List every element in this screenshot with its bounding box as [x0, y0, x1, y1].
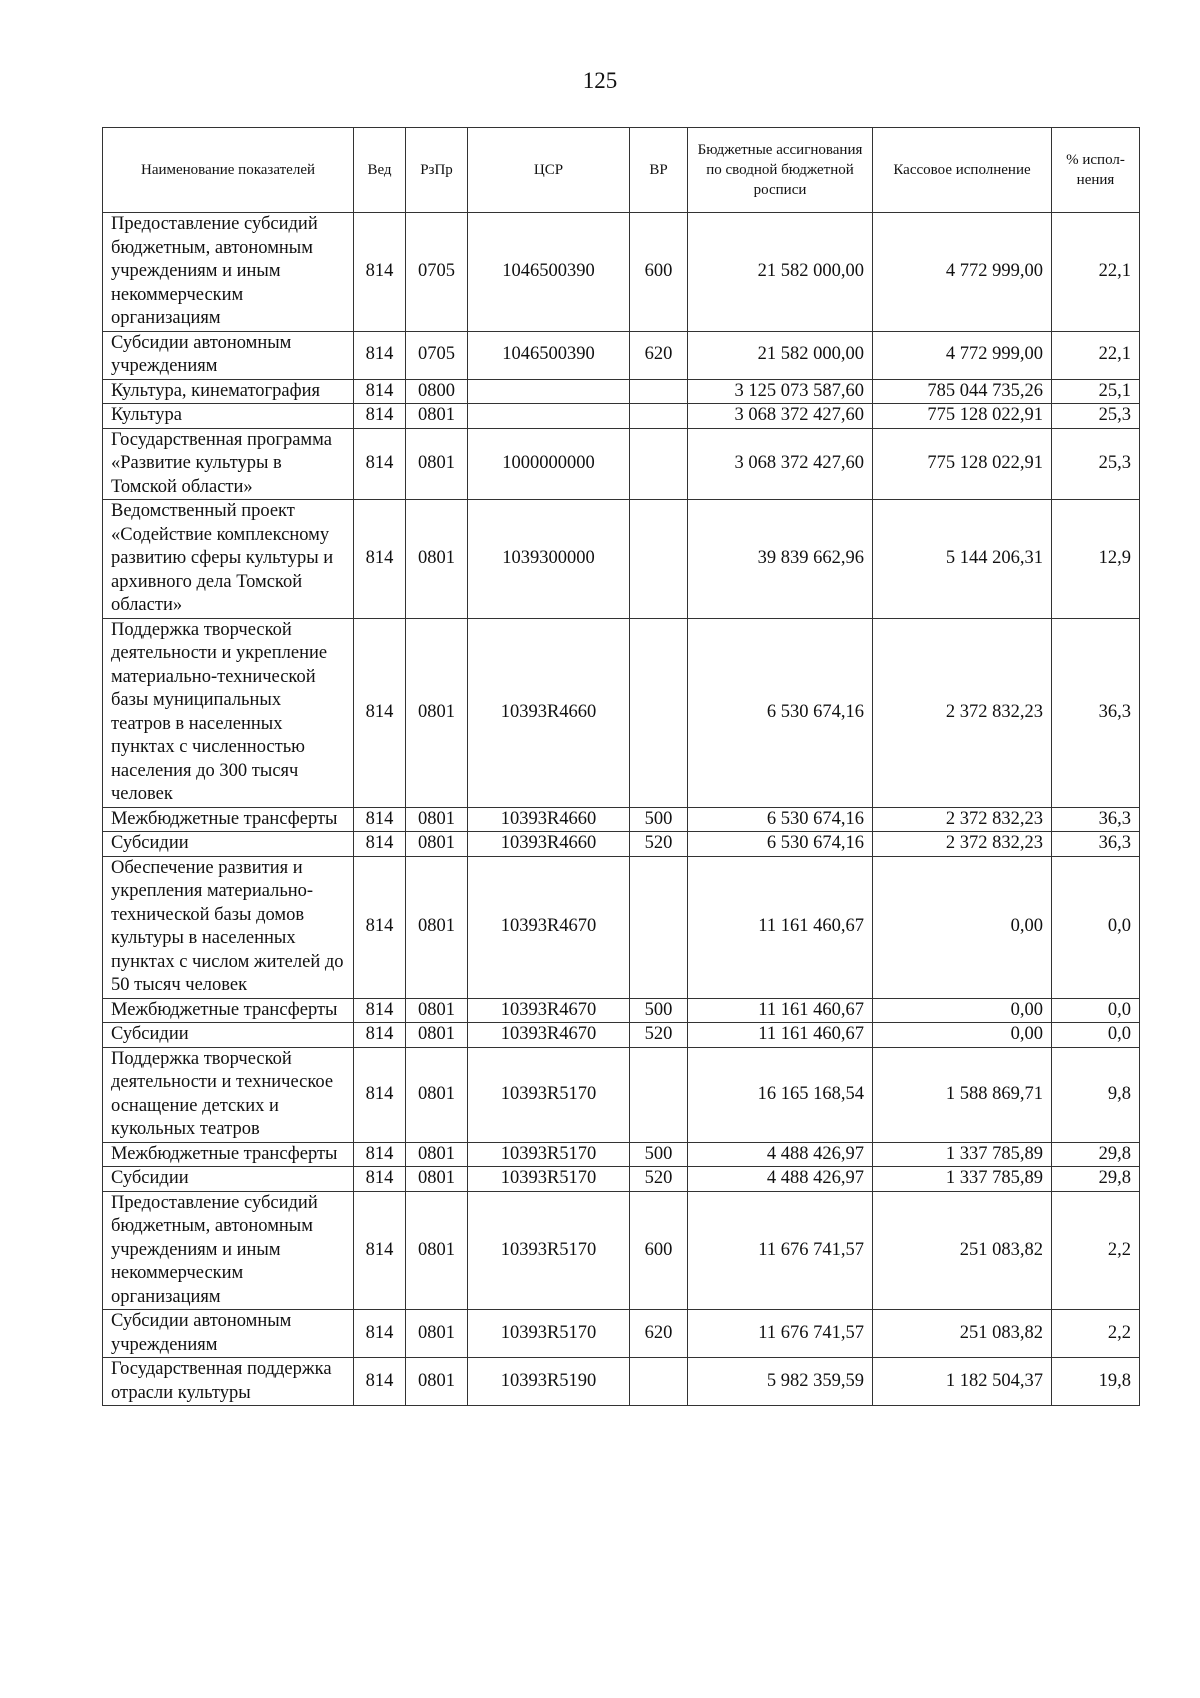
row-percent-cell: 29,8	[1052, 1167, 1140, 1192]
row-ved-cell: 814	[354, 618, 406, 807]
row-vr-cell	[630, 428, 688, 500]
row-ved-cell: 814	[354, 379, 406, 404]
row-vr-cell	[630, 404, 688, 429]
row-percent-cell: 12,9	[1052, 500, 1140, 619]
row-allocations-cell: 21 582 000,00	[688, 331, 873, 379]
row-vr-cell: 500	[630, 998, 688, 1023]
row-csr-cell: 10393R5170	[468, 1310, 630, 1358]
row-rzpr-cell: 0801	[406, 1023, 468, 1048]
row-percent-cell: 2,2	[1052, 1310, 1140, 1358]
row-cash-cell: 2 372 832,23	[873, 618, 1052, 807]
row-allocations-cell: 11 676 741,57	[688, 1310, 873, 1358]
row-cash-cell: 0,00	[873, 998, 1052, 1023]
row-cash-cell: 5 144 206,31	[873, 500, 1052, 619]
row-name-cell: Государственная программа «Развитие культуры в Томской области»	[103, 428, 354, 500]
row-vr-cell: 620	[630, 331, 688, 379]
row-ved-cell: 814	[354, 331, 406, 379]
row-csr-cell: 1046500390	[468, 213, 630, 332]
row-name-cell: Субсидии	[103, 1167, 354, 1192]
row-vr-cell	[630, 500, 688, 619]
row-allocations-cell: 11 161 460,67	[688, 856, 873, 998]
row-vr-cell	[630, 856, 688, 998]
row-cash-cell: 2 372 832,23	[873, 807, 1052, 832]
row-ved-cell: 814	[354, 856, 406, 998]
row-csr-cell: 10393R5190	[468, 1358, 630, 1406]
row-rzpr-cell: 0705	[406, 213, 468, 332]
row-rzpr-cell: 0801	[406, 618, 468, 807]
row-vr-cell	[630, 1047, 688, 1142]
row-percent-cell: 0,0	[1052, 1023, 1140, 1048]
row-name-cell: Субсидии	[103, 1023, 354, 1048]
row-name-cell: Межбюджетные трансферты	[103, 1142, 354, 1167]
row-percent-cell: 36,3	[1052, 807, 1140, 832]
table-row	[103, 428, 1140, 500]
row-allocations-cell: 6 530 674,16	[688, 832, 873, 857]
row-allocations-cell: 11 161 460,67	[688, 1023, 873, 1048]
row-ved-cell: 814	[354, 998, 406, 1023]
row-cash-cell: 4 772 999,00	[873, 331, 1052, 379]
row-cash-cell: 1 337 785,89	[873, 1142, 1052, 1167]
row-allocations-cell: 3 068 372 427,60	[688, 404, 873, 429]
row-name-cell: Предоставление субсидий бюджетным, автономным учреждениям и иным некоммерческим организациям	[103, 213, 354, 332]
row-name-cell: Обеспечение развития и укрепления материально-технической базы домов культуры в населенных пунктах с числом жителей до 50 тысяч человек	[103, 856, 354, 998]
row-percent-cell: 22,1	[1052, 331, 1140, 379]
row-csr-cell: 10393R4670	[468, 1023, 630, 1048]
header-csr: ЦСР	[468, 128, 630, 213]
row-csr-cell: 1000000000	[468, 428, 630, 500]
row-vr-cell: 520	[630, 1023, 688, 1048]
row-cash-cell: 2 372 832,23	[873, 832, 1052, 857]
row-percent-cell: 36,3	[1052, 618, 1140, 807]
row-name-cell: Государственная поддержка отрасли культуры	[103, 1358, 354, 1406]
row-percent-cell: 36,3	[1052, 832, 1140, 857]
header-vr: ВР	[630, 128, 688, 213]
row-vr-cell: 600	[630, 1191, 688, 1310]
row-csr-cell: 1039300000	[468, 500, 630, 619]
header-name: Наименование показателей	[103, 128, 354, 213]
table-row	[103, 1167, 1140, 1192]
row-csr-cell: 10393R5170	[468, 1047, 630, 1142]
table-row	[103, 998, 1140, 1023]
row-name-cell: Межбюджетные трансферты	[103, 807, 354, 832]
row-name-cell: Предоставление субсидий бюджетным, автономным учреждениям и иным некоммерческим организациям	[103, 1191, 354, 1310]
row-csr-cell: 10393R4670	[468, 998, 630, 1023]
row-percent-cell: 0,0	[1052, 856, 1140, 998]
page-number: 125	[582, 68, 618, 93]
row-rzpr-cell: 0705	[406, 331, 468, 379]
row-name-cell: Межбюджетные трансферты	[103, 998, 354, 1023]
table-row	[103, 1191, 1140, 1310]
header-rzpr: РзПр	[406, 128, 468, 213]
row-name-cell: Поддержка творческой деятельности и укрепление материально-технической базы муниципальных театров в населенных пунктах с численностью населения до 300 тысяч человек	[103, 618, 354, 807]
row-ved-cell: 814	[354, 404, 406, 429]
row-cash-cell: 785 044 735,26	[873, 379, 1052, 404]
row-vr-cell: 520	[630, 1167, 688, 1192]
row-ved-cell: 814	[354, 213, 406, 332]
row-percent-cell: 0,0	[1052, 998, 1140, 1023]
header-allocations: Бюджетные ассигнования по сводной бюджетной росписи	[688, 128, 873, 213]
row-vr-cell: 620	[630, 1310, 688, 1358]
row-rzpr-cell: 0801	[406, 1142, 468, 1167]
row-percent-cell: 29,8	[1052, 1142, 1140, 1167]
header-cash-execution: Кассовое исполнение	[873, 128, 1052, 213]
table-row	[103, 1310, 1140, 1358]
row-allocations-cell: 4 488 426,97	[688, 1142, 873, 1167]
row-csr-cell: 10393R5170	[468, 1191, 630, 1310]
row-cash-cell: 251 083,82	[873, 1191, 1052, 1310]
row-vr-cell	[630, 618, 688, 807]
row-ved-cell: 814	[354, 428, 406, 500]
row-rzpr-cell: 0801	[406, 1310, 468, 1358]
table-header-row	[103, 128, 1140, 213]
row-rzpr-cell: 0801	[406, 428, 468, 500]
row-vr-cell	[630, 379, 688, 404]
row-rzpr-cell: 0801	[406, 807, 468, 832]
row-csr-cell: 10393R4660	[468, 618, 630, 807]
row-allocations-cell: 21 582 000,00	[688, 213, 873, 332]
row-vr-cell: 600	[630, 213, 688, 332]
row-allocations-cell: 11 676 741,57	[688, 1191, 873, 1310]
row-ved-cell: 814	[354, 1358, 406, 1406]
row-cash-cell: 1 182 504,37	[873, 1358, 1052, 1406]
row-csr-cell: 1046500390	[468, 331, 630, 379]
row-allocations-cell: 5 982 359,59	[688, 1358, 873, 1406]
row-percent-cell: 25,3	[1052, 428, 1140, 500]
row-allocations-cell: 4 488 426,97	[688, 1167, 873, 1192]
row-vr-cell: 500	[630, 1142, 688, 1167]
row-percent-cell: 2,2	[1052, 1191, 1140, 1310]
table-row	[103, 856, 1140, 998]
row-allocations-cell: 16 165 168,54	[688, 1047, 873, 1142]
row-allocations-cell: 6 530 674,16	[688, 807, 873, 832]
table-row	[103, 807, 1140, 832]
row-ved-cell: 814	[354, 1142, 406, 1167]
row-allocations-cell: 6 530 674,16	[688, 618, 873, 807]
table-row	[103, 1023, 1140, 1048]
row-csr-cell: 10393R4670	[468, 856, 630, 998]
row-cash-cell: 1 588 869,71	[873, 1047, 1052, 1142]
row-allocations-cell: 3 068 372 427,60	[688, 428, 873, 500]
row-cash-cell: 4 772 999,00	[873, 213, 1052, 332]
row-cash-cell: 251 083,82	[873, 1310, 1052, 1358]
row-ved-cell: 814	[354, 832, 406, 857]
row-vr-cell	[630, 1358, 688, 1406]
row-csr-cell: 10393R5170	[468, 1167, 630, 1192]
row-ved-cell: 814	[354, 1167, 406, 1192]
table-row	[103, 213, 1140, 332]
row-cash-cell: 0,00	[873, 1023, 1052, 1048]
row-ved-cell: 814	[354, 1023, 406, 1048]
row-ved-cell: 814	[354, 1047, 406, 1142]
row-csr-cell	[468, 404, 630, 429]
row-cash-cell: 775 128 022,91	[873, 428, 1052, 500]
budget-table	[102, 127, 1140, 1406]
table-body	[103, 213, 1140, 1406]
row-rzpr-cell: 0801	[406, 1047, 468, 1142]
row-rzpr-cell: 0801	[406, 998, 468, 1023]
row-rzpr-cell: 0800	[406, 379, 468, 404]
row-name-cell: Субсидии автономным учреждениям	[103, 1310, 354, 1358]
row-rzpr-cell: 0801	[406, 1358, 468, 1406]
row-percent-cell: 25,3	[1052, 404, 1140, 429]
row-vr-cell: 520	[630, 832, 688, 857]
row-vr-cell: 500	[630, 807, 688, 832]
table-row	[103, 832, 1140, 857]
table-row	[103, 331, 1140, 379]
table-row	[103, 1047, 1140, 1142]
row-allocations-cell: 3 125 073 587,60	[688, 379, 873, 404]
row-cash-cell: 775 128 022,91	[873, 404, 1052, 429]
row-ved-cell: 814	[354, 807, 406, 832]
row-ved-cell: 814	[354, 1310, 406, 1358]
row-percent-cell: 9,8	[1052, 1047, 1140, 1142]
row-ved-cell: 814	[354, 1191, 406, 1310]
row-csr-cell: 10393R4660	[468, 807, 630, 832]
row-name-cell: Субсидии автономным учреждениям	[103, 331, 354, 379]
row-rzpr-cell: 0801	[406, 1191, 468, 1310]
header-percent: % испол- нения	[1052, 128, 1140, 213]
row-rzpr-cell: 0801	[406, 500, 468, 619]
row-allocations-cell: 39 839 662,96	[688, 500, 873, 619]
row-rzpr-cell: 0801	[406, 856, 468, 998]
row-rzpr-cell: 0801	[406, 832, 468, 857]
row-name-cell: Субсидии	[103, 832, 354, 857]
table-row	[103, 1142, 1140, 1167]
table-row	[103, 404, 1140, 429]
row-percent-cell: 22,1	[1052, 213, 1140, 332]
row-percent-cell: 19,8	[1052, 1358, 1140, 1406]
table-row	[103, 379, 1140, 404]
row-cash-cell: 0,00	[873, 856, 1052, 998]
table-row	[103, 1358, 1140, 1406]
row-name-cell: Поддержка творческой деятельности и техническое оснащение детских и кукольных театров	[103, 1047, 354, 1142]
row-csr-cell: 10393R5170	[468, 1142, 630, 1167]
table-row	[103, 618, 1140, 807]
row-allocations-cell: 11 161 460,67	[688, 998, 873, 1023]
row-csr-cell	[468, 379, 630, 404]
header-ved: Вед	[354, 128, 406, 213]
row-cash-cell: 1 337 785,89	[873, 1167, 1052, 1192]
row-percent-cell: 25,1	[1052, 379, 1140, 404]
table-row	[103, 500, 1140, 619]
row-rzpr-cell: 0801	[406, 1167, 468, 1192]
row-ved-cell: 814	[354, 500, 406, 619]
row-csr-cell: 10393R4660	[468, 832, 630, 857]
row-name-cell: Культура	[103, 404, 354, 429]
row-rzpr-cell: 0801	[406, 404, 468, 429]
row-name-cell: Ведомственный проект «Содействие комплексному развитию сферы культуры и архивного дела Томской области»	[103, 500, 354, 619]
row-name-cell: Культура, кинематография	[103, 379, 354, 404]
